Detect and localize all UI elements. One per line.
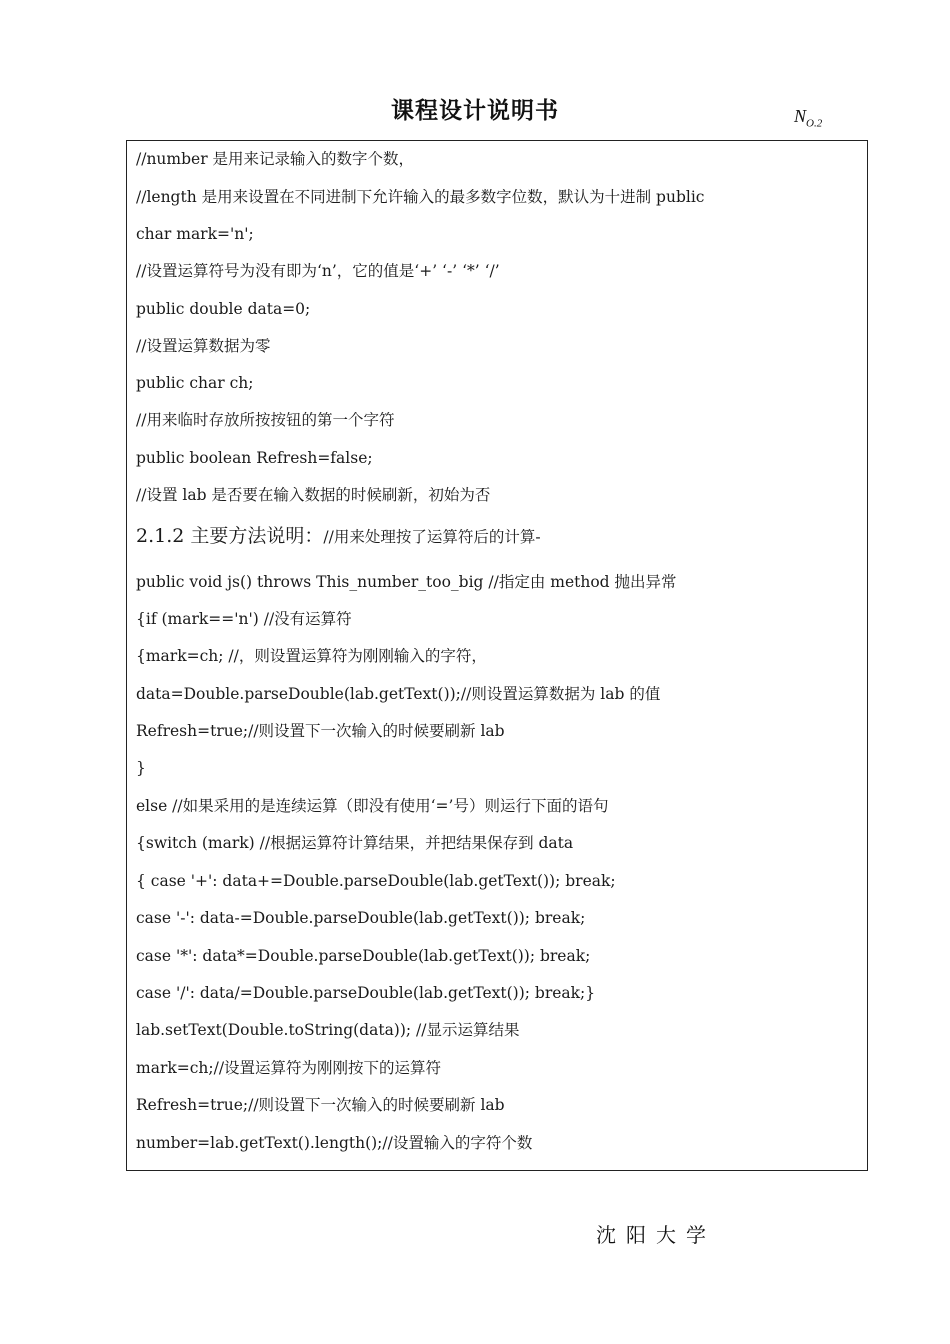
page-number-sub: O.2 [806,117,823,130]
code-line: public double data=0; [136,300,311,318]
university-name: 沈阳大学 [596,1223,716,1247]
code-line: {switch (mark) //根据运算符计算结果，并把结果保存到 data [136,834,574,852]
code-line: //设置运算符号为没有即为‘n’，它的值是‘+’ ‘-’ ‘*’ ‘/’ [136,262,500,280]
code-line: { case '+': data+=Double.parseDouble(lab.getText()); break; [136,872,616,890]
code-line: //number 是用来记录输入的数字个数， [136,150,415,168]
code-line: case '*': data*=Double.parseDouble(lab.getText()); break; [136,947,591,965]
code-line: case '-': data-=Double.parseDouble(lab.getText()); break; [136,909,586,927]
code-line: //length 是用来设置在不同进制下允许输入的最多数字位数，默认为十进制 public [136,188,705,206]
page-number-main: N [794,106,807,126]
code-line: public char ch; [136,374,254,392]
code-line: data=Double.parseDouble(lab.getText());//则设置运算数据为 lab 的值 [136,685,661,703]
code-line: Refresh=true;//则设置下一次输入的时候要刷新 lab [136,722,505,740]
page-number [794,106,822,130]
code-line: lab.setText(Double.toString(data)); //显示运算结果 [136,1021,520,1039]
code-line: Refresh=true;//则设置下一次输入的时候要刷新 lab [136,1096,505,1114]
code-line: public void js() throws This_number_too_big //指定由 method 抛出异常 [136,573,677,591]
document-title: 课程设计说明书 [391,98,559,124]
code-line: case '/': data/=Double.parseDouble(lab.getText()); break;} [136,984,596,1002]
code-line: else //如果采用的是连续运算（即没有使用‘=’号）则运行下面的语句 [136,797,609,815]
code-line: {if (mark=='n') //没有运算符 [136,610,352,628]
code-line: mark=ch;//设置运算符为刚刚按下的运算符 [136,1059,442,1077]
section-heading-line [136,526,541,547]
code-line: public boolean Refresh=false; [136,449,373,467]
code-line: number=lab.getText().length();//设置输入的字符个数 [136,1134,533,1152]
code-line: //设置 lab 是否要在输入数据的时候刷新，初始为否 [136,486,491,504]
section-comment: //用来处理按了运算符后的计算- [323,528,541,546]
code-line: {mark=ch; //，则设置运算符为刚刚输入的字符， [136,647,487,665]
code-line: //设置运算数据为零 [136,337,271,355]
section-heading: 2.1.2 主要方法说明： [136,525,324,547]
code-line: //用来临时存放所按按钮的第一个字符 [136,411,395,429]
code-line: } [136,759,146,777]
code-line: char mark='n'; [136,225,254,243]
